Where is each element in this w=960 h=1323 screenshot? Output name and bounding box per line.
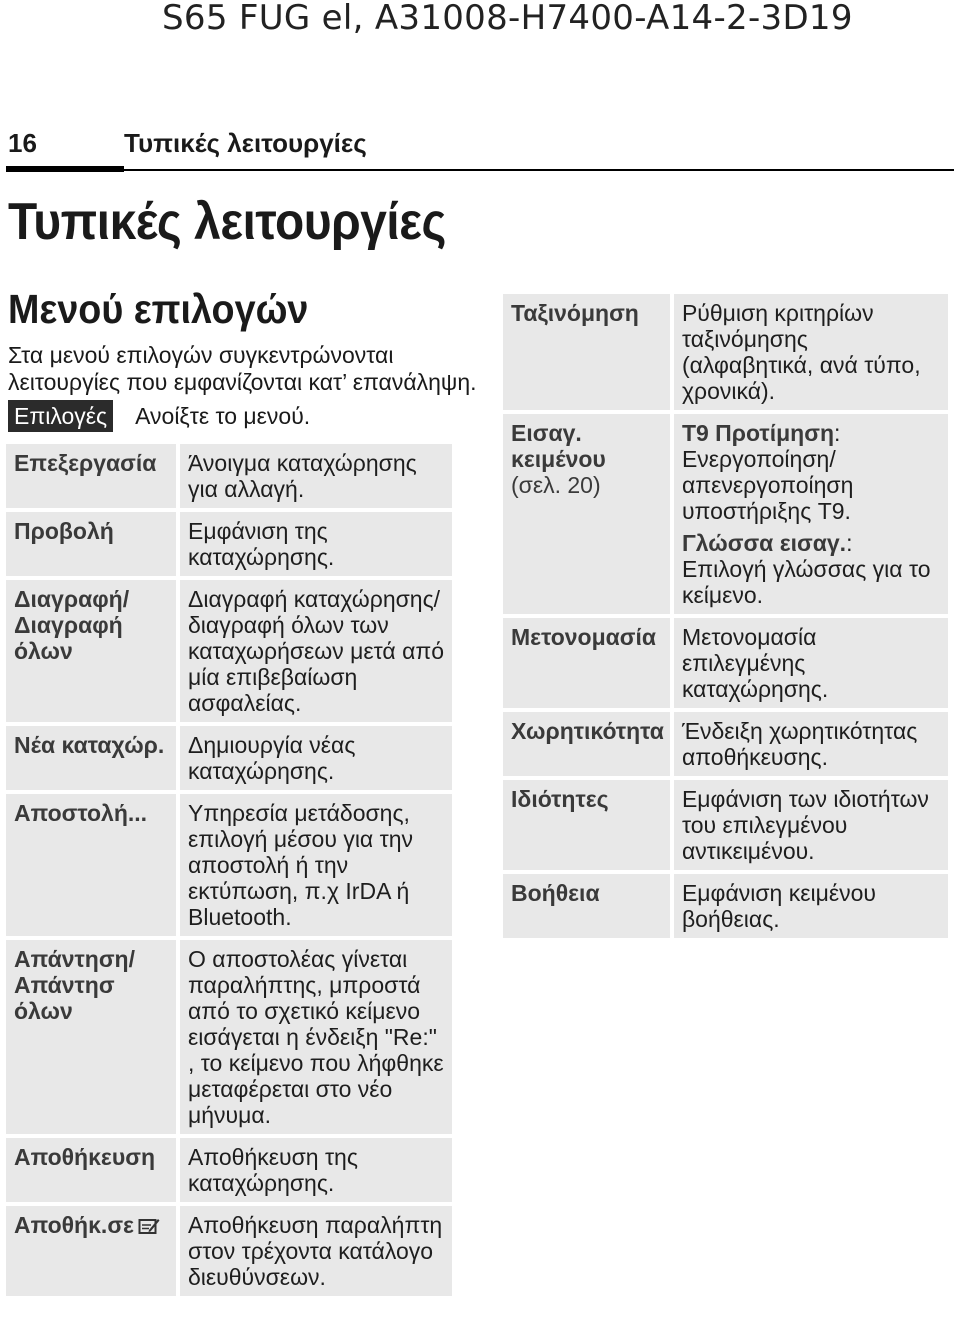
option-save-to[interactable] [6, 1206, 180, 1296]
option-capacity[interactable]: Χωρητικότητα [503, 712, 674, 776]
t9-preference-desc: : Ενεργοποίηση/ απενεργοποίηση υποστήριξης T9. [681, 420, 854, 524]
table-row [6, 1138, 452, 1202]
section-rule [124, 169, 954, 171]
option-description: Ρύθμιση κριτηρίων ταξινόμησης (αλφαβητικά, ανά τύπο, χρονικά). [674, 294, 948, 410]
table-row [503, 294, 948, 410]
table-row [503, 414, 948, 614]
address-book-icon [138, 1217, 160, 1235]
section-name: Τυπικές λειτουργίες [124, 128, 367, 158]
option-new-entry[interactable]: Νέα καταχώρ. [6, 726, 180, 790]
option-description: Εμφάνιση κειμένου βοήθειας. [674, 874, 948, 938]
softkey-description: Ανοίξτε το μενού. [135, 402, 311, 429]
option-description: Ο αποστολέας γίνεται παραλήπτης, μπροστά από το σχετικό κείμενο εισάγεται η ένδειξη "Re:" , το κείμενο που λήφθηκε μεταφέρεται στο νέο μήνυμα. [180, 940, 452, 1134]
option-properties[interactable]: Ιδιότητες [503, 780, 674, 870]
page-number: 16 [8, 128, 37, 158]
text-input-key-line1: Εισαγ. [511, 420, 582, 446]
document-header [0, 0, 960, 40]
page-reference: (σελ. 20) [511, 472, 601, 498]
options-table-right [503, 290, 948, 942]
option-reply[interactable]: Απάντηση/ Απάντησ όλων [6, 940, 180, 1134]
option-description: Ένδειξη χωρητικότητας αποθήκευσης. [674, 712, 948, 776]
text-input-key-line2: κειμένου [511, 446, 606, 472]
table-row [6, 444, 452, 508]
option-description: Αποθήκευση παραλήπτη στον τρέχοντα κατάλογο διευθύνσεων. [180, 1206, 452, 1296]
page-number-rule [6, 166, 124, 172]
table-row [503, 712, 948, 776]
table-row [6, 726, 452, 790]
input-language-desc: : Επιλογή γλώσσας για το κείμενο. [681, 530, 931, 608]
table-row [6, 580, 452, 722]
option-save[interactable]: Αποθήκευση [6, 1138, 180, 1202]
option-description: Άνοιγμα καταχώρησης για αλλαγή. [180, 444, 452, 508]
option-description: Διαγραφή καταχώρησης/ διαγραφή όλων των καταχωρήσεων μετά από μία επιβεβαίωση ασφαλείας. [180, 580, 452, 722]
option-sort[interactable]: Ταξινόμηση [503, 294, 674, 410]
option-description: Μετονομασία επιλεγμένης καταχώρησης. [674, 618, 948, 708]
table-row [6, 1206, 452, 1296]
options-softkey[interactable]: Επιλογές [8, 400, 113, 432]
option-save-to-label: Αποθήκ.σε [14, 1212, 134, 1238]
table-row [503, 618, 948, 708]
option-description: Υπηρεσία μετάδοσης, επιλογή μέσου για την αποστολή ή την εκτύπωση, π.χ IrDA ή Bluetooth. [180, 794, 452, 936]
table-row [6, 794, 452, 936]
option-rename[interactable]: Μετονομασία [503, 618, 674, 708]
text-input-description [674, 414, 948, 614]
option-help[interactable]: Βοήθεια [503, 874, 674, 938]
option-send[interactable]: Αποστολή... [6, 794, 180, 936]
t9-preference-label: T9 Προτίμηση [681, 420, 834, 446]
section-subtitle: Μενού επιλογών [8, 286, 309, 332]
option-description: Εμφάνιση των ιδιοτήτων του επιλεγμένου αντικειμένου. [674, 780, 948, 870]
option-description: Δημιουργία νέας καταχώρησης. [180, 726, 452, 790]
table-row [6, 512, 452, 576]
softkey-row [8, 399, 310, 433]
input-language-label: Γλώσσα εισαγ. [681, 530, 847, 556]
page-title: Τυπικές λειτουργίες [8, 193, 446, 251]
table-row [6, 940, 452, 1134]
table-row [503, 780, 948, 870]
document-id: S65 FUG el, A31008-H7400-A14-2-3D19 [162, 0, 853, 38]
option-view[interactable]: Προβολή [6, 512, 180, 576]
option-text-input[interactable] [503, 414, 674, 614]
table-row [503, 874, 948, 938]
option-description: Εμφάνιση της καταχώρησης. [180, 512, 452, 576]
option-edit[interactable]: Επεξεργασία [6, 444, 180, 508]
options-table-left [6, 440, 452, 1300]
page-header-bar [6, 122, 954, 174]
intro-text: Στα μενού επιλογών συγκεντρώνονται λειτουργίες που εμφανίζονται κατ’ επανάληψη. [8, 342, 477, 395]
option-description: Αποθήκευση της καταχώρησης. [180, 1138, 452, 1202]
option-delete[interactable]: Διαγραφή/ Διαγραφή όλων [6, 580, 180, 722]
